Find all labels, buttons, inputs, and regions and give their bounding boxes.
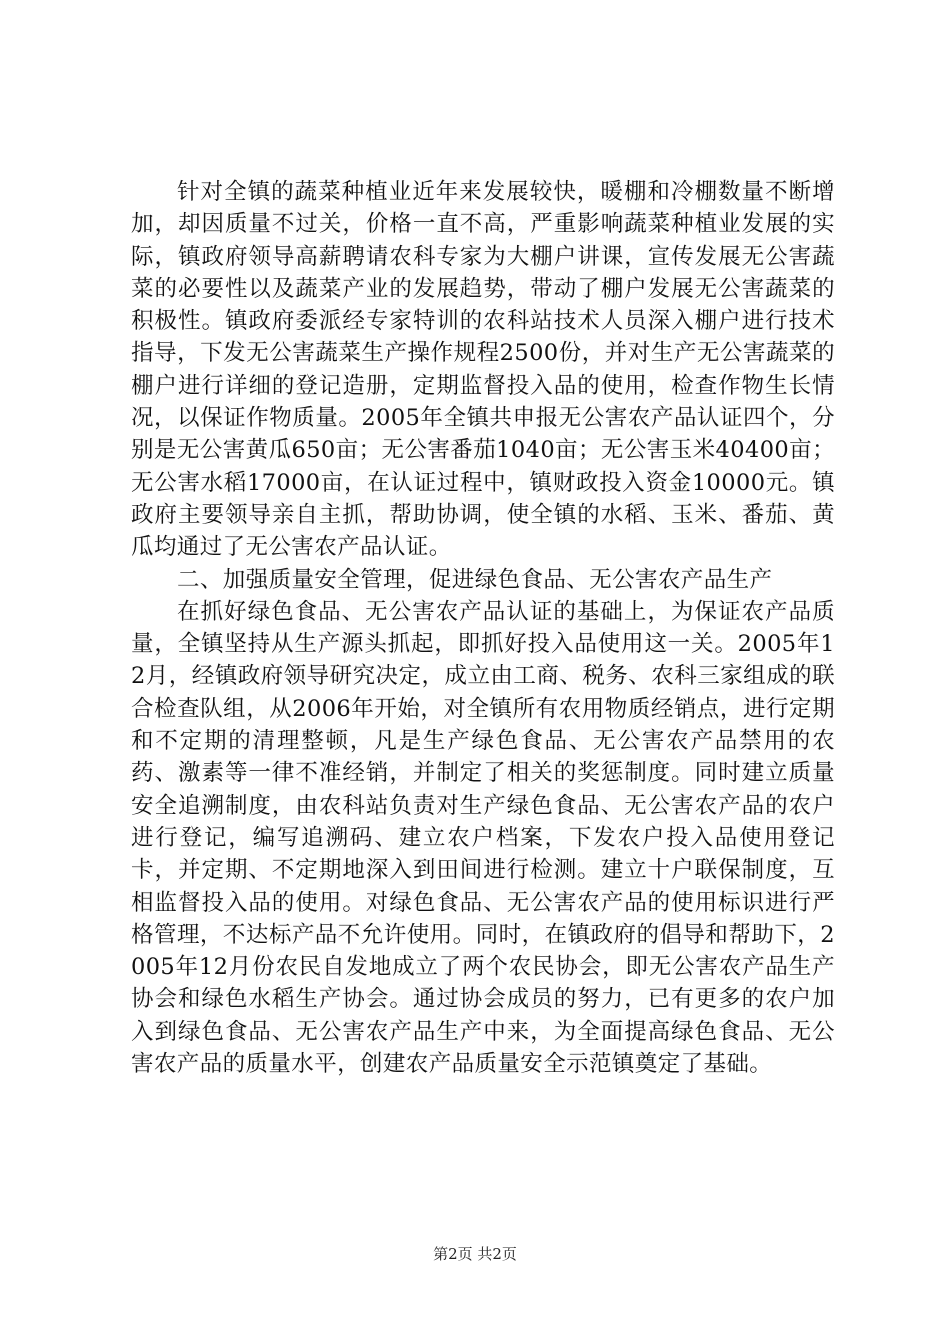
paragraph-quality-safety: 在抓好绿色食品、无公害农产品认证的基础上，为保证农产品质量，全镇坚持从生产源头抓起，即抓好投入品使用这一关。2005年12月，经镇政府领导研究决定，成立由工商、税务、农科三家组成的联合检查队组，从2006年开始，对全镇所有农用物质经销点，进行定期和不定期的清理整顿，凡是生产绿色食品、无公害农产品禁用的农药、激素等一律不准经销，并制定了相关的奖惩制度。同时建立质量安全追溯制度，由农科站负责对生产绿色食品、无公害农产品的农户进行登记，编写追溯码、建立农户档案，下发农户投入品使用登记卡，并定期、不定期地深入到田间进行检测。建立十户联保制度，互相监督投入品的使用。对绿色食品、无公害农产品的使用标识进行严格管理，不达标产品不允许使用。同时，在镇政府的倡导和帮助下，2005年12月份农民自发地成立了两个农民协会，即无公害农产品生产协会和绿色水稻生产协会。通过协会成员的努力，已有更多的农户加入到绿色食品、无公害农产品生产中来，为全面提高绿色食品、无公害农产品的质量水平，创建农产品质量安全示范镇奠定了基础。 [131, 598, 835, 1078]
page-number-footer: 第2页 共2页 [433, 1245, 517, 1263]
section-heading-quality-management: 二、加强质量安全管理，促进绿色食品、无公害农产品生产 [177, 566, 773, 593]
document-body [131, 176, 835, 1080]
paragraph-vegetable-certification: 针对全镇的蔬菜种植业近年来发展较快，暖棚和冷棚数量不断增加，却因质量不过关，价格一直不高，严重影响蔬菜种植业发展的实际，镇政府领导高薪聘请农科专家为大棚户讲课，宣传发展无公害蔬菜的必要性以及蔬菜产业的发展趋势，带动了棚户发展无公害蔬菜的积极性。镇政府委派经专家特训的农科站技术人员深入棚户进行技术指导，下发无公害蔬菜生产操作规程2500份，并对生产无公害蔬菜的棚户进行详细的登记造册，定期监督投入品的使用，检查作物生长情况，以保证作物质量。2005年全镇共申报无公害农产品认证四个，分别是无公害黄瓜650亩；无公害番茄1040亩；无公害玉米40400亩；无公害水稻17000亩，在认证过程中，镇财政投入资金10000元。镇政府主要领导亲自主抓，帮助协调，使全镇的水稻、玉米、番茄、黄瓜均通过了无公害农产品认证。 [131, 179, 835, 561]
